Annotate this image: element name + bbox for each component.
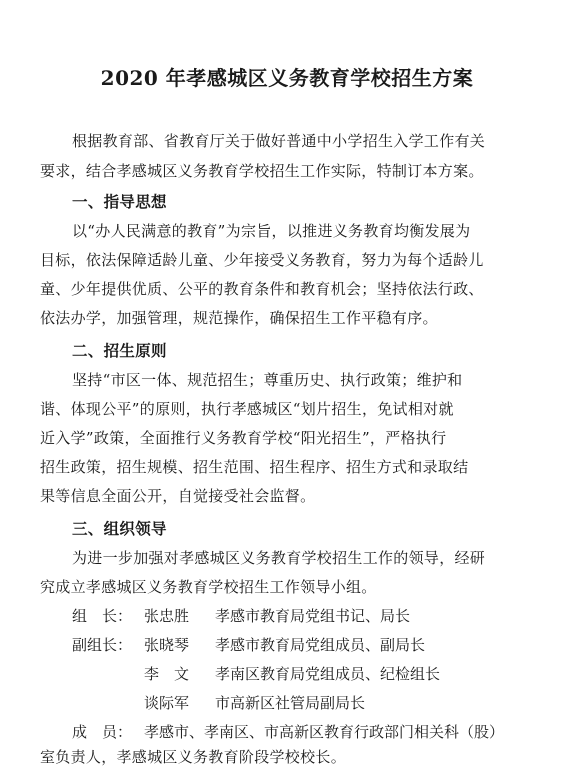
deputy-name-2: 李 文 bbox=[144, 665, 190, 683]
deputy-name-3: 谈际军 bbox=[144, 694, 190, 712]
section-1-line-3: 童、少年提供优质、公平的教育条件和教育机会；坚持依法行政、 bbox=[40, 280, 484, 298]
deputy-name-1: 张晓琴 bbox=[144, 636, 190, 654]
section-1-line-1: 以“办人民满意的教育”为宗旨，以推进义务教育均衡发展为 bbox=[72, 222, 471, 240]
section-2-line-5: 果等信息全面公开，自觉接受社会监督。 bbox=[40, 487, 316, 505]
deputies-label: 副组长： bbox=[72, 636, 133, 654]
section-3-heading: 三、组织领导 bbox=[72, 520, 167, 538]
section-2-line-1: 坚持“市区一体、规范招生；尊重历史、执行政策；维护和 bbox=[72, 371, 463, 389]
section-1-line-2: 目标，依法保障适龄儿童、少年接受义务教育，努力为每个适龄儿 bbox=[40, 251, 484, 269]
leader-title: 孝感市教育局党组书记、局长 bbox=[215, 607, 411, 625]
members-label: 成 员： bbox=[72, 723, 133, 741]
deputy-title-3: 市高新区社管局副局长 bbox=[215, 694, 366, 712]
deputy-title-1: 孝感市教育局党组成员、副局长 bbox=[215, 636, 426, 654]
section-2-heading: 二、招生原则 bbox=[72, 342, 167, 360]
section-1-line-4: 依法办学，加强管理，规范操作，确保招生工作平稳有序。 bbox=[40, 309, 438, 327]
members-line-2: 室负责人，孝感城区义务教育阶段学校校长。 bbox=[40, 748, 347, 766]
document-title: 2020 年孝感城区义务教育学校招生方案 bbox=[100, 66, 474, 90]
members-line-1: 孝感市、孝南区、市高新区教育行政部门相关科（股） bbox=[144, 723, 505, 741]
intro-line-2: 要求，结合孝感城区义务教育学校招生工作实际，特制订本方案。 bbox=[40, 162, 484, 180]
leader-label: 组 长： bbox=[72, 607, 133, 625]
deputy-title-2: 孝南区教育局党组成员、纪检组长 bbox=[215, 665, 441, 683]
section-2-line-2: 谐、体现公平”的原则，执行孝感城区“划片招生，免试相对就 bbox=[40, 400, 454, 418]
intro-line-1: 根据教育部、省教育厅关于做好普通中小学招生入学工作有关 bbox=[72, 132, 486, 150]
section-3-line-2: 究成立孝感城区义务教育学校招生工作领导小组。 bbox=[40, 578, 377, 596]
section-2-line-4: 招生政策，招生规模、招生范围、招生程序、招生方式和录取结 bbox=[40, 458, 469, 476]
section-2-line-3: 近入学”政策，全面推行义务教育学校“阳光招生”，严格执行 bbox=[40, 429, 447, 447]
leader-name: 张忠胜 bbox=[144, 607, 190, 625]
section-3-line-1: 为进一步加强对孝感城区义务教育学校招生工作的领导，经研 bbox=[72, 549, 486, 567]
section-1-heading: 一、指导思想 bbox=[72, 193, 167, 211]
